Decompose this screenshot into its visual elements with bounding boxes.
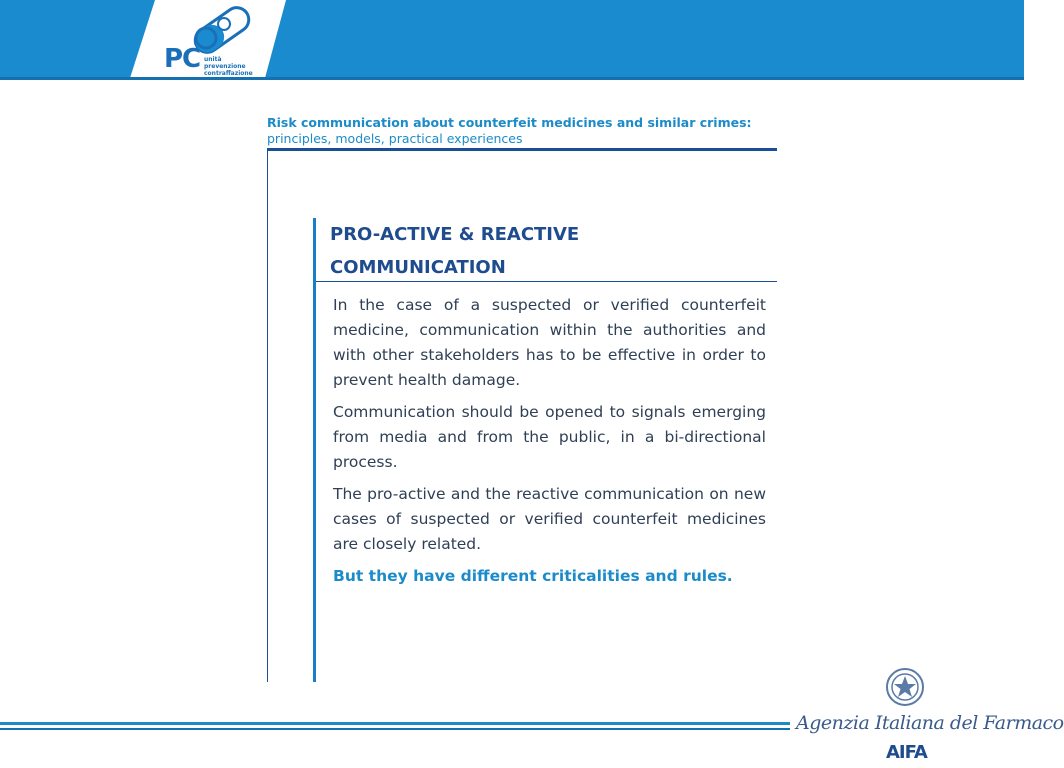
footer-lines: [0, 722, 790, 734]
logo-pc-text: PC: [164, 44, 201, 74]
paragraph: In the case of a suspected or verified counterfeit medicine, communication within the authorities and with other stakeholders has to be effective in order to prevent health damage.: [333, 296, 766, 389]
paragraph: The pro-active and the reactive communication on new cases of suspected or verified counterfeit medicines are closely related.: [333, 485, 766, 553]
inner-vertical-rule: [313, 218, 316, 682]
pc-logo: [160, 2, 278, 78]
header-title: Risk communication about counterfeit medicines and similar crimes:: [267, 115, 752, 130]
left-vertical-rule: [267, 148, 268, 682]
header-divider: [267, 148, 777, 151]
agency-name: Agenzia Italiana del Farmaco: [796, 712, 1064, 734]
emphasis-paragraph: But they have different criticalities and rules.: [333, 567, 733, 585]
logo-subtitle: unità prevenzione contraffazione: [204, 56, 253, 77]
republic-emblem-icon: [884, 666, 926, 708]
header-subtitle: principles, models, practical experiences: [267, 131, 523, 146]
top-banner: [0, 0, 1024, 80]
paragraph: Communication should be opened to signals emerging from media and from the public, in a bi-directional process.: [333, 403, 766, 471]
title-divider: [316, 281, 777, 282]
slide-title: PRO-ACTIVE & REACTIVE COMMUNICATION: [330, 224, 580, 278]
aifa-logo-text: AIFA: [886, 742, 927, 763]
slide-body: [333, 293, 766, 596]
